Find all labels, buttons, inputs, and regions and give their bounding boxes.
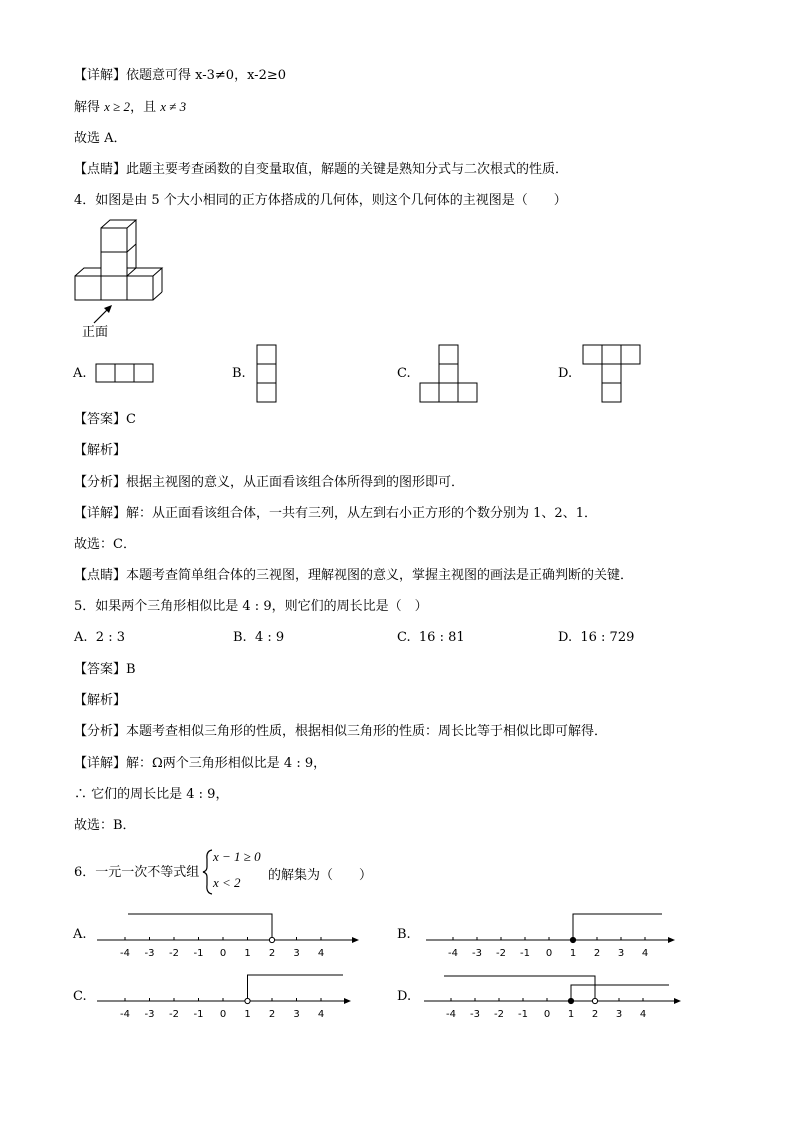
detail-text: 解：从正面看该组合体，一共有三列，从左到右小正方形的个数分别为 1、2、1．: [126, 506, 597, 521]
tick-label: 1: [244, 1009, 251, 1020]
tick-label: 4: [317, 1009, 325, 1020]
q5-option-b: [233, 630, 284, 645]
solution-ray: [248, 975, 344, 1001]
q4-analysis-line: [74, 474, 464, 492]
tick-label: -1: [518, 1009, 528, 1020]
solution-ray: [128, 914, 272, 940]
q5-analysis-line: [74, 723, 607, 741]
answer-tag: 【答案】: [74, 412, 127, 427]
solution-ray: [571, 985, 669, 1001]
detail-tag: 【详解】: [74, 506, 127, 521]
tick-label: -3: [144, 1009, 155, 1020]
option-label: A.: [74, 630, 88, 645]
tick-label: 2: [268, 1009, 276, 1020]
q5-analysis-tag: 【解析】: [74, 693, 127, 708]
comment-tag: 【点睛】: [74, 162, 127, 177]
tick-label: -3: [470, 1009, 480, 1020]
answer-tag: 【答案】: [74, 662, 127, 677]
tick-label: -2: [169, 948, 179, 959]
q4-detail-line: [74, 505, 597, 523]
detail-tag: 【详解】: [74, 68, 127, 83]
q4-option-c-label: C.: [397, 366, 411, 381]
q6-numberline-b: [424, 905, 684, 960]
analysis-label-tag: 【分析】: [74, 475, 127, 490]
option-label: D.: [558, 630, 573, 645]
q5-detail-line: [74, 755, 326, 773]
option-value: 16 : 81: [418, 630, 465, 645]
q5-therefore: ∴ 它们的周长比是 4 : 9，: [74, 787, 229, 802]
axis-arrow-icon: [668, 937, 675, 943]
tick-label: 3: [617, 948, 625, 959]
q4-answer-line: [74, 411, 136, 429]
tick-label: 1: [567, 1009, 575, 1020]
tick-label: 3: [293, 1009, 300, 1020]
q5-choose: 故选：B．: [74, 818, 136, 833]
q4-option-d-label: D.: [558, 366, 573, 381]
option-label: B.: [233, 630, 247, 645]
tick-label: 3: [615, 1009, 623, 1020]
q6-option-a-label: A.: [73, 927, 87, 942]
tick-label: 4: [639, 1009, 647, 1020]
q6-option-c-label: C.: [73, 989, 87, 1004]
open-endpoint: [245, 998, 250, 1003]
q4-analysis-tag: 【解析】: [74, 443, 127, 458]
tick-label: 0: [543, 1009, 551, 1020]
tick-label: 4: [317, 948, 325, 959]
tick-label: -4: [120, 1009, 130, 1020]
comment-text: 本题考查简单组合体的三视图，理解视图的意义，掌握主视图的画法是正确判断的关键．: [126, 568, 634, 583]
closed-endpoint: [570, 937, 575, 942]
solve-math-2: x ≠ 3: [160, 99, 187, 114]
tick-label: -3: [144, 948, 155, 959]
q5-question: 5．如果两个三角形相似比是 4 : 9，则它们的周长比是（ ）: [74, 599, 428, 614]
tick-label: 2: [591, 1009, 599, 1020]
option-value: 2 : 3: [95, 630, 125, 645]
solve-mid: ，且: [130, 100, 157, 115]
tick-label: 4: [641, 948, 649, 959]
front-label: 正面: [82, 325, 109, 340]
q3-detail-line: [74, 67, 286, 85]
comment-text: 此题主要考查函数的自变量取值，解题的关键是熟知分式与二次根式的性质．: [126, 162, 569, 177]
tick-label: -4: [446, 1009, 456, 1020]
q4-option-b-label: B.: [232, 366, 246, 381]
tick-label: 0: [545, 948, 553, 959]
tick-label: 1: [569, 948, 577, 959]
detail-text: 依题意可得 x-3≠0，x-2≥0: [126, 68, 287, 83]
q5-option-c: [397, 630, 465, 645]
tick-label: -2: [496, 948, 506, 959]
q6-numberline-a: [95, 905, 365, 960]
tick-label: -1: [520, 948, 530, 959]
q4-option-a-figure: [95, 364, 155, 384]
tick-label: 3: [293, 948, 300, 959]
q4-question: 4．如图是由 5 个大小相同的正方体搭成的几何体，则这个几何体的主视图是（ ）: [74, 193, 567, 208]
solve-prefix: 解得: [74, 100, 101, 115]
q6-option-d-label: D.: [397, 989, 412, 1004]
answer-value: C: [126, 412, 136, 427]
comment-tag: 【点睛】: [74, 568, 127, 583]
solution-ray: [444, 976, 595, 1001]
tick-label: -1: [193, 1009, 204, 1020]
tick-label: 2: [593, 948, 601, 959]
q4-option-b-figure: [256, 344, 278, 404]
solve-math-1: x ≥ 2: [104, 99, 131, 114]
cube-solid-figure: [72, 218, 172, 308]
q5-answer-line: [74, 661, 136, 679]
tick-label: -4: [448, 948, 458, 959]
tick-label: 0: [219, 948, 227, 959]
q3-choose: 故选 A．: [74, 131, 127, 146]
axis-arrow-icon: [344, 998, 351, 1004]
detail-tag: 【详解】: [74, 756, 127, 771]
open-endpoint: [269, 937, 274, 942]
q6-inequality-1: x − 1 ≥ 0: [213, 849, 261, 864]
q4-option-d-figure: [582, 344, 642, 404]
tick-label: 0: [219, 1009, 227, 1020]
analysis-text: 本题考查相似三角形的性质，根据相似三角形的性质：周长比等于相似比即可解得．: [126, 724, 608, 739]
q3-solve-line: [74, 98, 186, 117]
q4-choose: 故选：C．: [74, 537, 136, 552]
option-value: 16 : 729: [580, 630, 635, 645]
axis-arrow-icon: [674, 998, 681, 1004]
tick-label: -4: [120, 948, 130, 959]
q6-inequality-2: x < 2: [213, 875, 241, 890]
tick-label: -3: [472, 948, 482, 959]
tick-label: -2: [494, 1009, 504, 1020]
detail-text: 解：Ω两个三角形相似比是 4 : 9，: [126, 756, 327, 771]
solution-ray: [573, 914, 662, 940]
option-value: 4 : 9: [254, 630, 285, 645]
q6-option-b-label: B.: [397, 927, 411, 942]
q5-option-d: [558, 630, 634, 645]
closed-endpoint: [568, 998, 573, 1003]
q6-question-prefix: 6．一元一次不等式组: [74, 865, 200, 880]
q4-option-a-label: A.: [73, 366, 87, 381]
q6-numberline-c: [95, 966, 365, 1021]
tick-label: 1: [244, 948, 251, 959]
tick-label: 2: [268, 948, 276, 959]
tick-label: -1: [193, 948, 204, 959]
answer-value: B: [126, 662, 136, 677]
analysis-label-tag: 【分析】: [74, 724, 127, 739]
tick-label: -2: [169, 1009, 179, 1020]
axis-arrow-icon: [352, 937, 359, 943]
q6-numberline-d: [422, 966, 692, 1021]
q3-comment-line: [74, 161, 568, 179]
q4-option-c-figure: [419, 344, 479, 404]
q4-comment-line: [74, 567, 633, 585]
q6-question-suffix: 的解集为（ ）: [268, 868, 373, 883]
front-arrow-icon: [90, 303, 120, 325]
open-endpoint: [592, 998, 597, 1003]
q5-option-a: [74, 630, 125, 645]
analysis-text: 根据主视图的意义，从正面看该组合体所得到的图形即可．: [126, 475, 465, 490]
option-label: C.: [397, 630, 411, 645]
